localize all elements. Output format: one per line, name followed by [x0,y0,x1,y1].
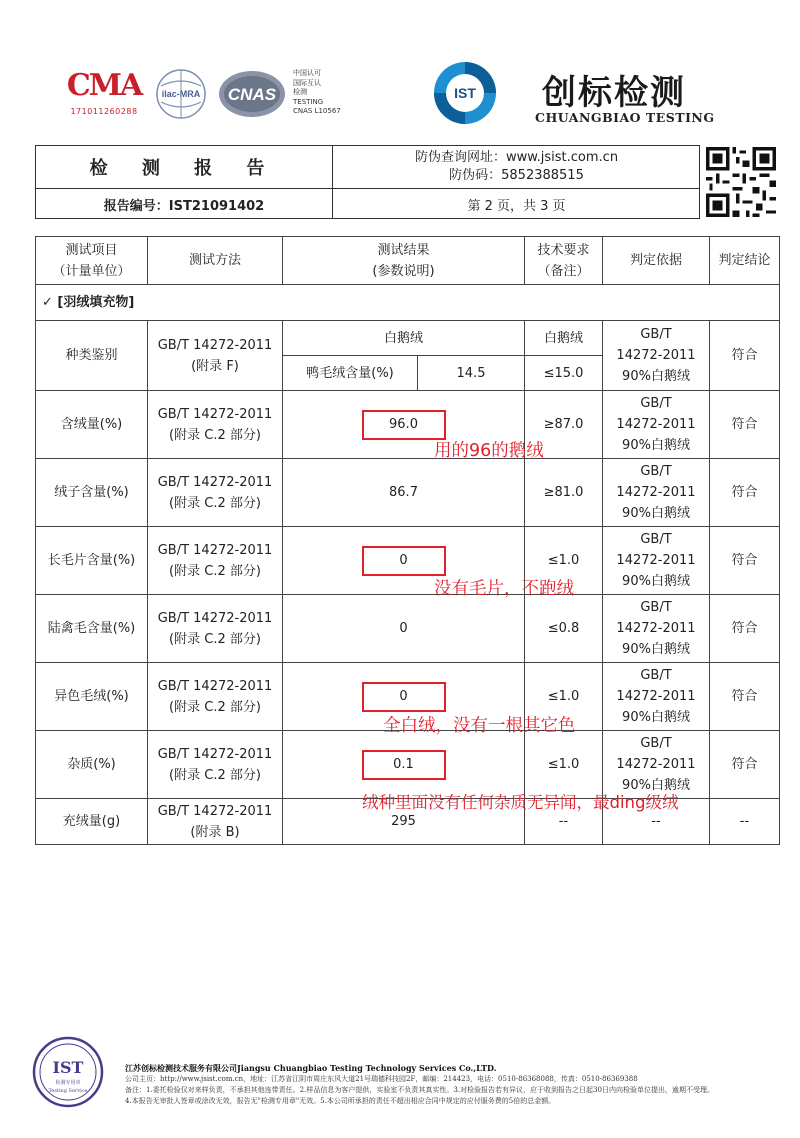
logo-row [60,55,760,135]
cell-result: 白鹅绒 [283,321,525,356]
company-stamp [32,1036,104,1108]
report-header [35,145,700,219]
highlight-box: 0 [362,546,446,576]
annotation-no-impurity: 绒种里面没有任何杂质无异闻，最ding级绒 [362,793,679,812]
cell-method: GB/T 14272-2011 (附录 C.2 部分) [148,663,283,731]
anti-url: 防伪查询网址：www.jsist.com.cn [414,150,619,165]
cell-conclusion: 符合 [710,391,780,459]
cell-basis: GB/T 14272-2011 90%白鹅绒 [603,321,710,391]
cell-item: 长毛片含量(%) [36,527,148,595]
cell-method: GB/T 14272-2011 (附录 C.2 部分) [148,459,283,527]
header-method: 测试方法 [148,237,283,285]
cell-result: 86.7 [283,459,525,527]
table-row [36,527,780,595]
cell-method: GB/T 14272-2011 (附录 B) [148,799,283,845]
ist-logo [432,60,498,126]
cell-method: GB/T 14272-2011 (附录 C.2 部分) [148,527,283,595]
page-indicator: 第 2 页，共 3 页 [467,198,566,214]
highlight-box: 0 [362,682,446,712]
footer-note: 备注：1.委托检验仅对来样负责，不承担其他连带责任。2.样品信息为客户提供，实验室不负责其真实性。3.对检验报告若有异议，应于收到报告之日起30日内向检验单位提出，逾期不受理。 [125,1086,714,1094]
cnas-text: CNAS [227,85,277,104]
cell-item: 绒子含量(%) [36,459,148,527]
qr-code[interactable] [706,147,776,217]
ist-text: IST [454,85,476,101]
cnas-line: 国际互认 [293,78,321,87]
table-row [36,321,780,356]
header-requirement: 技术要求 （备注） [525,237,603,285]
cell-requirement: ≤1.0 [525,731,603,799]
cell-basis: GB/T 14272-2011 90%白鹅绒 [603,459,710,527]
annotation-all-white: 全白绒，没有一根其它色 [383,716,576,736]
brand-name-cn: 创标检测 [542,73,686,113]
cell-basis: GB/T 14272-2011 90%白鹅绒 [603,663,710,731]
stamp-text: IST [52,1058,84,1077]
highlight-box: 0.1 [362,750,446,780]
stamp-en: Testing Service [48,1088,88,1094]
results-table [35,236,780,845]
cell-requirement: 白鹅绒 [525,321,603,356]
anti-counterfeit [333,146,700,188]
cell-sub-value: 14.5 [418,356,525,391]
cell-result: 295 [283,799,525,845]
cell-requirement: ≥81.0 [525,459,603,527]
ilac-text: ilac-MRA [161,89,201,99]
cell-method: GB/T 14272-2011 (附录 C.2 部分) [148,731,283,799]
report-title: 检 测 报 告 [89,158,279,179]
cell-basis: GB/T 14272-2011 90%白鹅绒 [603,731,710,799]
cell-item: 陆禽毛含量(%) [36,595,148,663]
cell-method: GB/T 14272-2011 (附录 C.2 部分) [148,595,283,663]
cell-requirement: ≥87.0 [525,391,603,459]
footer-company: 江苏创标检测技术服务有限公司Jiangsu Chuangbiao Testing Technology Services Co.,LTD. [125,1063,497,1073]
cell-item: 充绒量(g) [36,799,148,845]
table-row [36,391,780,459]
cell-sub-label: 鸭毛绒含量(%) [283,356,418,391]
table-header [36,237,780,285]
table-row [36,459,780,527]
stamp-sub: 检测专用章 [55,1080,81,1086]
header-item: 测试项目 （计量单位） [36,237,148,285]
cma-number: 171011260288 [70,107,138,116]
cell-item: 杂质(%) [36,731,148,799]
cma-logo [65,69,143,116]
cnas-line: 中国认可 [293,69,321,77]
cell-conclusion: 符合 [710,663,780,731]
cell-requirement: ≤0.8 [525,595,603,663]
anti-code: 防伪码：5852388515 [449,168,584,183]
header-result: 测试结果 (参数说明) [283,237,525,285]
cell-item: 种类鉴别 [36,321,148,391]
cell-item: 异色毛绒(%) [36,663,148,731]
section-row [36,285,780,321]
header-basis: 判定依据 [603,237,710,285]
cnas-line: 检测 [293,88,307,96]
cell-basis: -- [603,799,710,845]
cell-conclusion: -- [710,799,780,845]
highlight-box: 96.0 [362,410,446,440]
cell-conclusion: 符合 [710,459,780,527]
cell-requirement: ≤15.0 [525,356,603,391]
annotation-down-content: 用的96的鹅绒 [434,441,544,461]
cell-conclusion: 符合 [710,731,780,799]
cnas-logo [217,69,287,119]
cell-conclusion: 符合 [710,321,780,391]
cnas-line: TESTING [293,97,324,106]
cell-requirement: ≤1.0 [525,663,603,731]
footer-note: 4.本报告无审批人签章或涂改无效，报告无"检测专用章"无效。5.本公司所承担的责任不超出相应合同中规定的应付服务费的5倍的总金额。 [125,1097,556,1105]
cell-conclusion: 符合 [710,595,780,663]
cnas-caption [293,69,341,117]
cnas-line: CNAS L10567 [293,107,341,115]
cell-basis: GB/T 14272-2011 90%白鹅绒 [603,391,710,459]
cell-basis: GB/T 14272-2011 90%白鹅绒 [603,595,710,663]
table-row [36,595,780,663]
cell-requirement: -- [525,799,603,845]
cell-result: 0 [283,595,525,663]
cell-method: GB/T 14272-2011 (附录 F) [148,321,283,391]
cma-mark: CMA [66,68,142,103]
report-number: 报告编号：IST21091402 [103,198,265,214]
cell-method: GB/T 14272-2011 (附录 C.2 部分) [148,391,283,459]
footer-info [125,1063,775,1107]
section-label: ✓ [羽绒填充物] [36,285,780,321]
cell-requirement: ≤1.0 [525,527,603,595]
cell-item: 含绒量(%) [36,391,148,459]
brand-name-en: CHUANGBIAO TESTING [535,110,715,125]
cell-conclusion: 符合 [710,527,780,595]
cell-basis: GB/T 14272-2011 90%白鹅绒 [603,527,710,595]
annotation-no-feather: 没有毛片，不跑绒 [434,579,574,599]
ilac-mra-logo [155,68,207,120]
header-conclusion: 判定结论 [710,237,780,285]
footer-address: 公司主页：http://www.jsist.com.cn，地址：江苏省江阴市周庄东风大道21号瑞德科技园2F，邮编：214423，电话：0510-86368088，传真：0510-86369388 [125,1075,638,1083]
